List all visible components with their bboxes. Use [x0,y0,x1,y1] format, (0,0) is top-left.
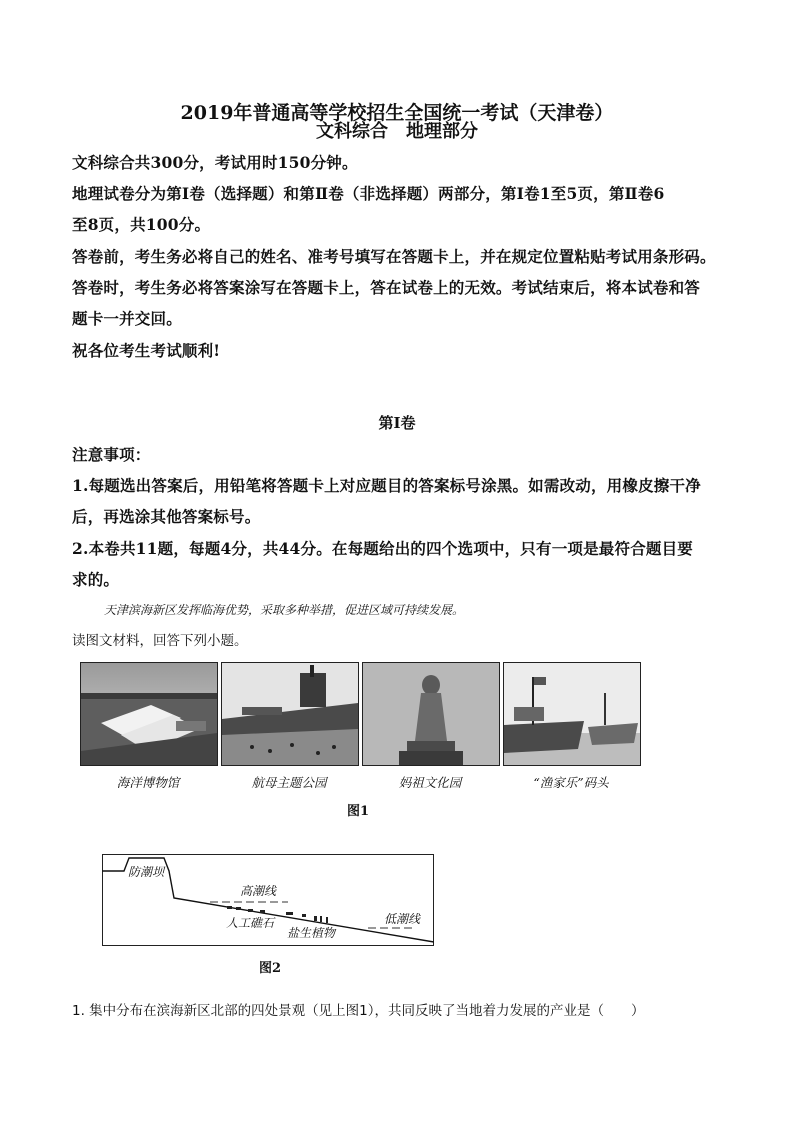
low-tide-label: 低潮线 [384,912,421,926]
intro-line: 文科综合共300分，考试用时150分钟。 [72,153,358,172]
ocean-museum-photo [80,662,218,766]
high-tide-label: 高潮线 [240,884,277,898]
carrier-park-photo [221,662,359,766]
salt-plants-label: 盐生植物 [287,926,336,940]
caption-carrier: 航母主题公园 [251,775,327,790]
mazu-park-photo [362,662,500,766]
notice-line: 1.每题选出答案后，用铅笔将答题卡上对应题目的答案标号涂黑。如需改动，用橡皮擦干净 [72,476,701,495]
material-instruction: 读图文材料，回答下列小题。 [72,633,248,649]
notice-title: 注意事项： [72,445,151,464]
intro-line: 地理试卷分为第Ⅰ卷（选择题）和第Ⅱ卷（非选择题）两部分，第Ⅰ卷1至5页，第Ⅱ卷6 [72,184,665,203]
fishing-dock-photo [503,662,641,766]
exam-subtitle: 文科综合 地理部分 [316,121,478,142]
figure2-label: 图2 [259,961,282,976]
caption-museum: 海洋博物馆 [116,775,180,790]
notice-line: 2.本卷共11题，每题4分，共44分。在每题给出的四个选项中，只有一项是最符合题目要 [72,539,694,558]
exam-title: 2019年普通高等学校招生全国统一考试（天津卷） [180,102,614,124]
intro-line: 答卷时，考生务必将答案涂写在答题卡上，答在试卷上的无效。考试结束后，将本试卷和答 [72,278,701,297]
figure1-label: 图1 [347,804,370,819]
intro-line: 答卷前，考生务必将自己的姓名、准考号填写在答题卡上，并在规定位置粘贴考试用条形码。 [72,247,716,266]
seawall-label: 防潮坝 [128,865,165,879]
intro-line: 题卡一并交回。 [72,309,182,328]
material-statement: 天津滨海新区发挥临海优势，采取多种举措，促进区域可持续发展。 [104,603,465,617]
intro-line: 至8页，共100分。 [72,215,211,234]
section-heading: 第Ⅰ卷 [378,414,416,432]
notice-line: 求的。 [72,570,120,589]
caption-mazu: 妈祖文化园 [398,775,462,790]
intro-line: 祝各位考生考试顺利! [72,341,221,360]
caption-dock: “渔家乐”码头 [533,775,609,790]
notice-line: 后，再选涂其他答案标号。 [72,507,261,526]
question-1: 1. 集中分布在滨海新区北部的四处景观（见上图1），共同反映了当地着力发展的产业是（ ） [72,1003,645,1019]
artificial-reef-label: 人工礁石 [226,916,275,930]
